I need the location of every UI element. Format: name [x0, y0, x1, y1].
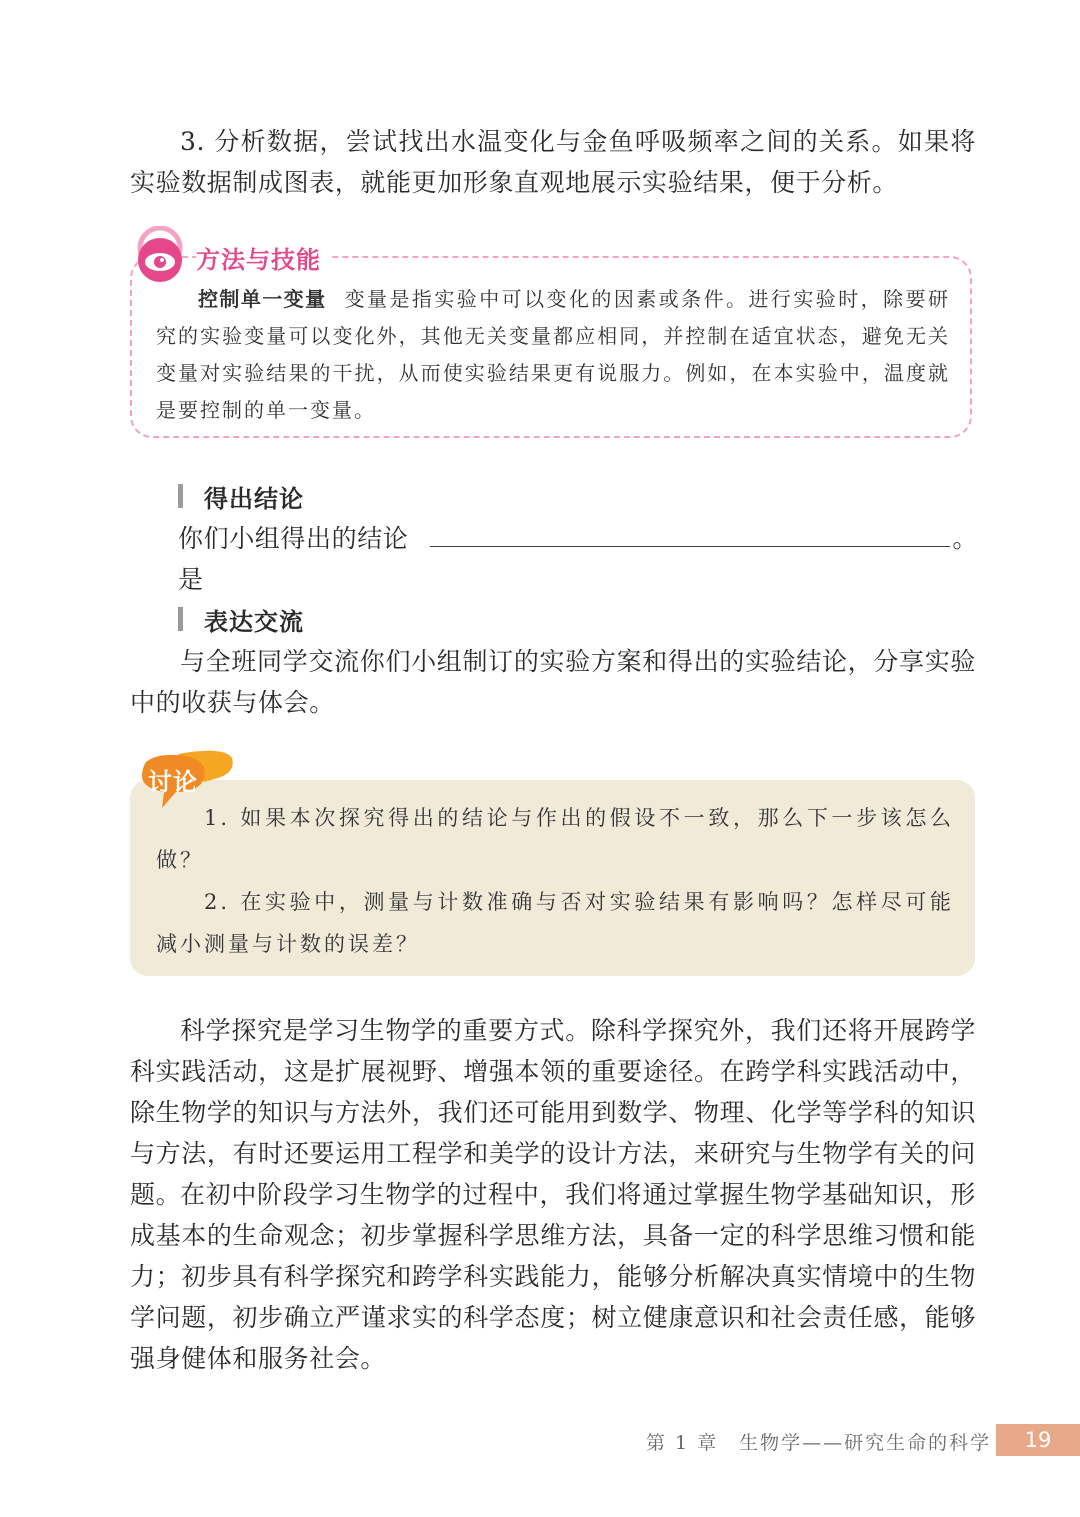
body-paragraph-2: 在初中阶段学习生物学的过程中，我们将通过掌握生物学基础知识，形成基本的生命观念；初步掌握科学思维方法，具备一定的科学思维习惯和能力；初步具有科学探究和跨学科实践能力，能够分析解决真实情境中的生物学问题，初步确立严谨求实的科学态度；树立健康意识和社会责任感，能够强身健体和服务社会。	[130, 1180, 976, 1373]
conclusion-line	[178, 518, 978, 600]
page-number: 19	[996, 1424, 1080, 1456]
intro-paragraph: 3. 分析数据，尝试找出水温变化与金鱼呼吸频率之间的关系。如果将实验数据制成图表，就能更加形象直观地展示实验结果，便于分析。	[130, 127, 976, 197]
method-skills-title: 方法与技能	[196, 240, 331, 275]
section-heading-conclusion	[178, 481, 304, 511]
discussion-text	[156, 797, 954, 965]
section-bar	[178, 607, 183, 631]
discussion-label: 讨论	[148, 768, 198, 796]
eye-icon	[134, 226, 190, 288]
conclusion-blank[interactable]	[430, 518, 950, 547]
communicate-paragraph: 与全班同学交流你们小组制订的实验方案和得出的实验结论，分享实验中的收获与体会。	[130, 647, 976, 717]
chapter-footer: 第 1 章 生物学——研究生命的科学	[646, 1432, 992, 1454]
method-skills-text	[156, 281, 950, 429]
conclusion-end: 。	[952, 524, 978, 553]
discussion-question-2: 2. 在实验中，测量与计数准确与否对实验结果有影响吗？怎样尽可能减小测量与计数的误差？	[156, 890, 954, 956]
conclusion-prompt: 你们小组得出的结论是	[178, 524, 409, 594]
discussion-question-1: 1. 如果本次探究得出的结论与作出的假设不一致，那么下一步该怎么做？	[156, 806, 954, 872]
section-title: 得出结论	[204, 484, 304, 513]
section-bar	[178, 484, 183, 508]
section-heading-communicate	[178, 604, 304, 634]
section-title: 表达交流	[204, 607, 304, 636]
body-paragraph-1: 科学探究是学习生物学的重要方式。除科学探究外，我们还将开展跨学科实践活动，这是扩展视野、增强本领的重要途径。在跨学科实践活动中，除生物学的知识与方法外，我们还可能用到数学、物理、化学等学科的知识与方法，有时还要运用工程学和美学的设计方法，来研究与生物学有关的问题。	[130, 1016, 976, 1209]
method-description: 变量是指实验中可以变化的因素或条件。进行实验时，除要研究的实验变量可以变化外，其他无关变量都应相同，并控制在适宜状态，避免无关变量对实验结果的干扰，从而使实验结果更有说服力。例如，在本实验中，温度就是要控制的单一变量。	[156, 287, 950, 422]
method-term: 控制单一变量	[198, 287, 327, 311]
